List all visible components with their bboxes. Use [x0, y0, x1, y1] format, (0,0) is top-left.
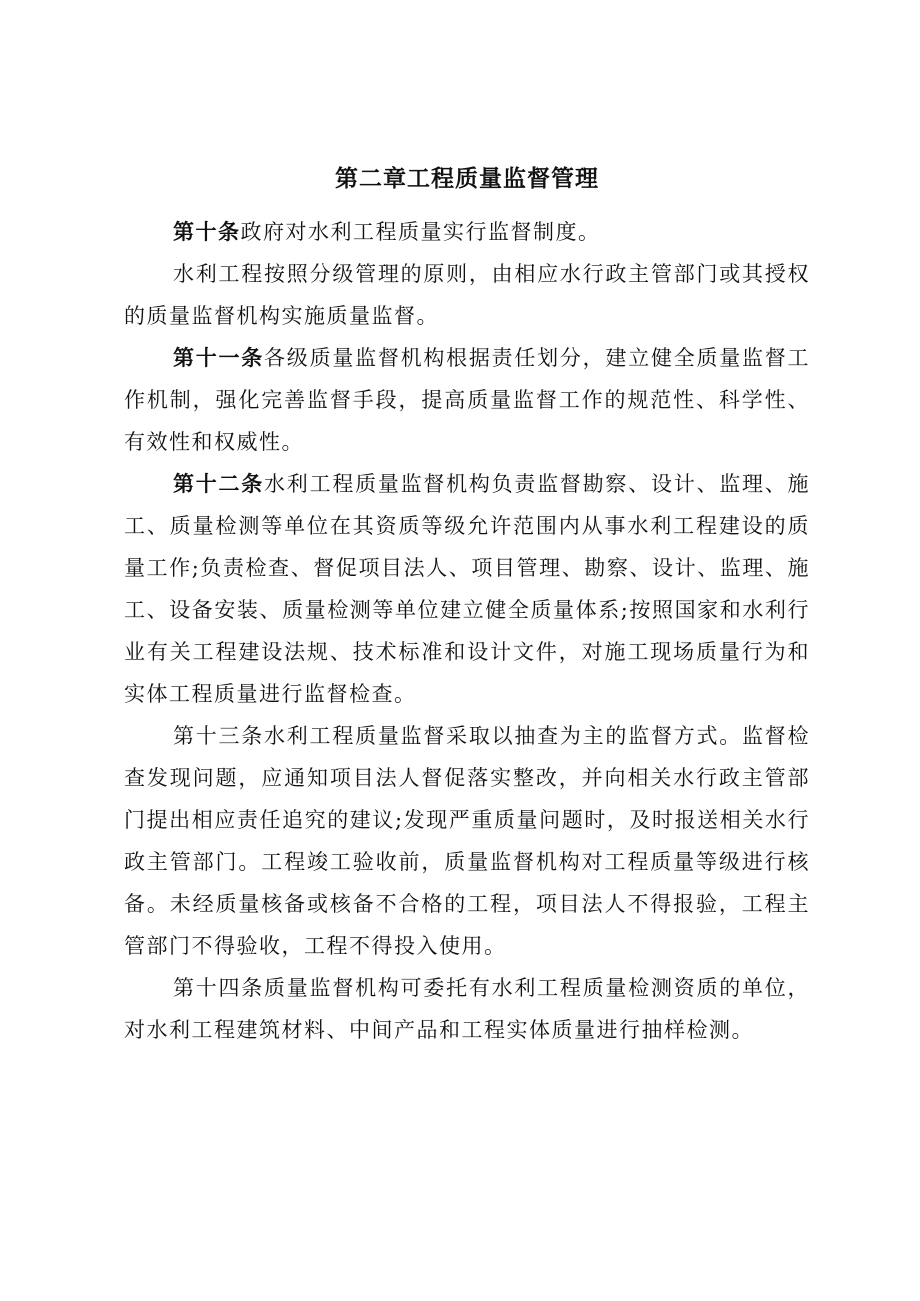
- article-text: 水利工程质量监督机构负责监督勘察、设计、监理、施工、质量检测等单位在其资质等级允许范围内从事水利工程建设的质量工作;负责检查、督促项目法人、项目管理、勘察、设计、监理、施工、设备安装、质量检测等单位建立健全质量体系;按照国家和水利行业有关工程建设法规、技术标准和设计文件，对施工现场质量行为和实体工程质量进行监督检查。: [124, 472, 811, 706]
- article-text: 第十四条质量监督机构可委托有水利工程质量检测资质的单位，对水利工程建筑材料、中间产品和工程实体质量进行抽样检测。: [124, 976, 810, 1042]
- article-text: 政府对水利工程质量实行监督制度。: [240, 220, 601, 244]
- article-12: [124, 463, 810, 715]
- article-13: [124, 715, 810, 967]
- article-label: 第十二条: [173, 472, 265, 496]
- article-label: 第十条: [173, 220, 241, 244]
- document-page: [124, 163, 810, 1051]
- article-11: [124, 337, 810, 463]
- article-text: 第十三条水利工程质量监督采取以抽查为主的监督方式。监督检查发现问题，应通知项目法人督促落实整改，并向相关水行政主管部门提出相应责任追究的建议;发现严重质量问题时，及时报送相关水行政主管部门。工程竣工验收前，质量监督机构对工程质量等级进行核备。未经质量核备或核备不合格的工程，项目法人不得报验，工程主管部门不得验收，工程不得投入使用。: [124, 724, 810, 958]
- article-10-paragraph-2: [124, 253, 810, 337]
- chapter-title: 第二章工程质量监督管理: [335, 166, 599, 192]
- article-text: 各级质量监督机构根据责任划分，建立健全质量监督工作机制，强化完善监督手段，提高质量监督工作的规范性、科学性、有效性和权威性。: [124, 346, 811, 454]
- article-14: [124, 967, 810, 1051]
- article-label: 第十一条: [173, 346, 265, 370]
- article-10: [124, 211, 810, 253]
- article-text: 水利工程按照分级管理的原则，由相应水行政主管部门或其授权的质量监督机构实施质量监督。: [124, 262, 810, 328]
